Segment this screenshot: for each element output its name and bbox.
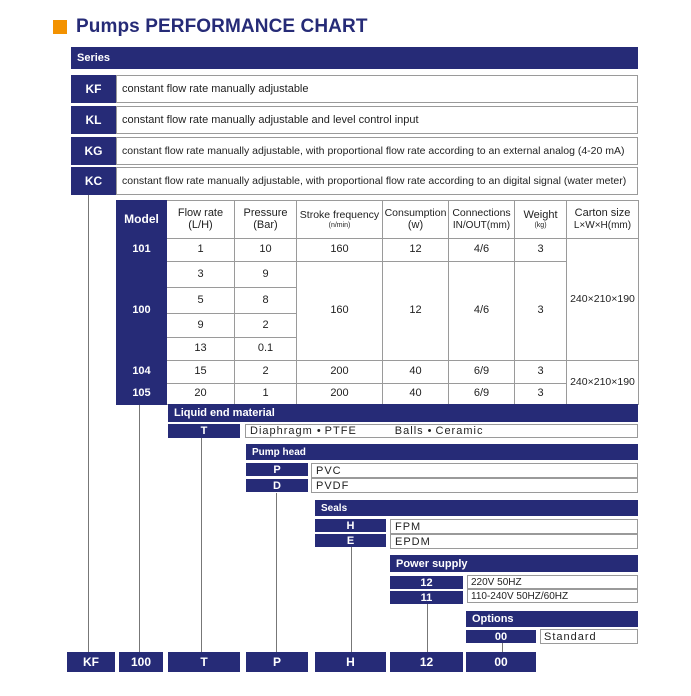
connector-pump-head bbox=[276, 493, 277, 652]
flow-cell: 20 bbox=[167, 384, 235, 405]
diaphragm-label: Diaphragm bbox=[250, 425, 313, 437]
pressure-cell: 2 bbox=[235, 314, 297, 338]
power-desc: 110-240V 50HZ/60HZ bbox=[467, 589, 638, 603]
code-liquid-end: T bbox=[168, 652, 240, 672]
spec-table bbox=[116, 200, 639, 405]
connections-cell: 4/6 bbox=[449, 239, 515, 262]
stroke-cell: 160 bbox=[297, 239, 383, 262]
flow-cell: 9 bbox=[167, 314, 235, 338]
model-cell: 104 bbox=[117, 361, 167, 384]
flow-cell: 15 bbox=[167, 361, 235, 384]
pressure-cell: 10 bbox=[235, 239, 297, 262]
carton-cell: 240×210×190 bbox=[567, 239, 639, 361]
header-weight: Weight (kg) bbox=[515, 201, 567, 239]
page-title: Pumps PERFORMANCE CHART bbox=[76, 16, 368, 37]
seals-desc: EPDM bbox=[390, 534, 638, 549]
series-code: KF bbox=[71, 75, 116, 103]
pump-head-desc: PVC bbox=[311, 463, 638, 478]
code-options: 00 bbox=[466, 652, 536, 672]
connections-cell: 6/9 bbox=[449, 384, 515, 405]
liquid-end-code: T bbox=[168, 424, 240, 438]
connections-cell: 4/6 bbox=[449, 262, 515, 361]
options-code: 00 bbox=[466, 630, 536, 643]
table-header-row bbox=[117, 201, 639, 239]
code-seals: H bbox=[315, 652, 386, 672]
pressure-cell: 2 bbox=[235, 361, 297, 384]
consumption-cell: 12 bbox=[383, 262, 449, 361]
header-carton: Carton size L×W×H(mm) bbox=[567, 201, 639, 239]
stroke-cell: 160 bbox=[297, 262, 383, 361]
pressure-cell: 8 bbox=[235, 288, 297, 314]
code-model: 100 bbox=[119, 652, 163, 672]
series-desc: constant flow rate manually adjustable and level control input bbox=[116, 106, 638, 134]
diaphragm-material: PTFE bbox=[324, 425, 357, 437]
pump-head-code: P bbox=[246, 463, 308, 476]
series-desc: constant flow rate manually adjustable, with proportional flow rate according to an digital signal (water meter) bbox=[116, 167, 638, 195]
liquid-end-header: Liquid end material bbox=[168, 404, 638, 422]
code-pump-head: P bbox=[246, 652, 308, 672]
weight-cell: 3 bbox=[515, 239, 567, 262]
seals-header: Seals bbox=[315, 500, 638, 516]
pump-head-code: D bbox=[246, 479, 308, 492]
connector-seals bbox=[351, 547, 352, 652]
model-cell: 101 bbox=[117, 239, 167, 262]
series-code: KL bbox=[71, 106, 116, 134]
flow-cell: 3 bbox=[167, 262, 235, 288]
pump-head-desc: PVDF bbox=[311, 478, 638, 493]
series-desc: constant flow rate manually adjustable bbox=[116, 75, 638, 103]
header-model: Model bbox=[117, 201, 167, 239]
options-header: Options bbox=[466, 611, 638, 627]
flow-cell: 13 bbox=[167, 338, 235, 361]
stroke-cell: 200 bbox=[297, 384, 383, 405]
pressure-cell: 1 bbox=[235, 384, 297, 405]
table-row bbox=[117, 239, 639, 262]
seals-code: E bbox=[315, 534, 386, 547]
table-row bbox=[117, 384, 639, 405]
power-desc: 220V 50HZ bbox=[467, 575, 638, 589]
header-consumption: Consumption (w) bbox=[383, 201, 449, 239]
connections-cell: 6/9 bbox=[449, 361, 515, 384]
options-desc: Standard bbox=[540, 629, 638, 644]
header-pressure: Pressure (Bar) bbox=[235, 201, 297, 239]
model-cell: 100 bbox=[117, 262, 167, 361]
balls-label: Balls bbox=[394, 425, 424, 437]
flow-cell: 1 bbox=[167, 239, 235, 262]
weight-cell: 3 bbox=[515, 384, 567, 405]
connector-kf bbox=[88, 195, 89, 652]
separator-dot: • bbox=[427, 425, 432, 437]
balls-material: Ceramic bbox=[435, 425, 484, 437]
header-connections: Connections IN/OUT(mm) bbox=[449, 201, 515, 239]
pressure-cell: 0.1 bbox=[235, 338, 297, 361]
connector-power bbox=[427, 604, 428, 652]
power-header: Power supply bbox=[390, 555, 638, 572]
weight-cell: 3 bbox=[515, 361, 567, 384]
connector-options bbox=[502, 643, 503, 652]
consumption-cell: 40 bbox=[383, 361, 449, 384]
seals-desc: FPM bbox=[390, 519, 638, 534]
power-code: 12 bbox=[390, 576, 463, 589]
flow-cell: 5 bbox=[167, 288, 235, 314]
model-cell: 105 bbox=[117, 384, 167, 405]
code-power: 12 bbox=[390, 652, 463, 672]
code-series: KF bbox=[67, 652, 115, 672]
weight-cell: 3 bbox=[515, 262, 567, 361]
separator-dot: • bbox=[316, 425, 321, 437]
power-code: 11 bbox=[390, 591, 463, 604]
table-row bbox=[117, 361, 639, 384]
pump-head-header: Pump head bbox=[246, 444, 638, 460]
header-stroke: Stroke frequency (n/min) bbox=[297, 201, 383, 239]
connector-liquid-end bbox=[201, 438, 202, 652]
pressure-cell: 9 bbox=[235, 262, 297, 288]
series-code: KG bbox=[71, 137, 116, 165]
consumption-cell: 40 bbox=[383, 384, 449, 405]
title-marker bbox=[53, 20, 67, 34]
connector-model bbox=[139, 398, 140, 652]
series-code: KC bbox=[71, 167, 116, 195]
consumption-cell: 12 bbox=[383, 239, 449, 262]
carton-cell: 240×210×190 bbox=[567, 361, 639, 405]
liquid-end-desc bbox=[245, 424, 638, 438]
table-row bbox=[117, 262, 639, 288]
seals-code: H bbox=[315, 519, 386, 532]
stroke-cell: 200 bbox=[297, 361, 383, 384]
header-flow: Flow rate (L/H) bbox=[167, 201, 235, 239]
series-desc: constant flow rate manually adjustable, with proportional flow rate according to an external analog (4-20 mA) bbox=[116, 137, 638, 165]
series-header: Series bbox=[71, 47, 638, 69]
